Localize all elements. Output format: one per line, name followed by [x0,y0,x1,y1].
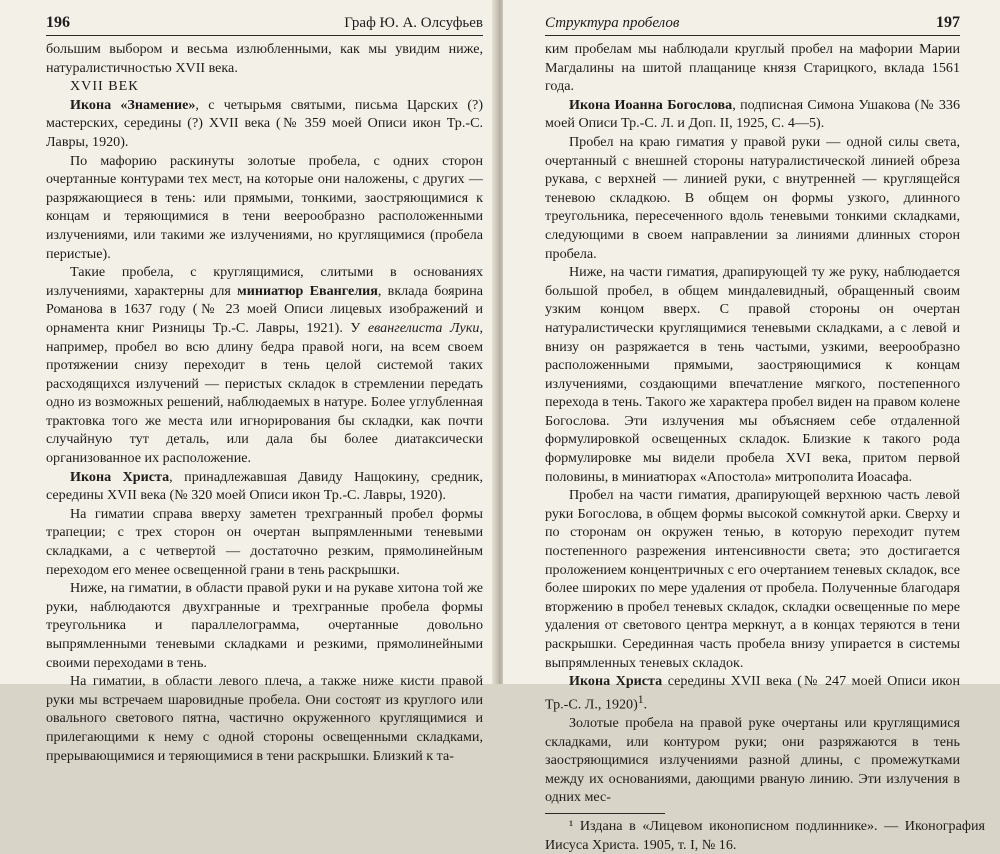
icon-title: Икона Христа [569,673,663,690]
paragraph: На гиматии справа вверху заметен трехгранный пробел формы трапеции; с трех сторон он очертан выпрямленными теневыми складками, а с четвертой — достаточно резким, прямолинейным переходом его менее освещенной грани в тень раскрышки. [46,505,483,578]
running-title-right: Структура пробелов [545,15,680,31]
footnote-rule [545,813,985,854]
running-head-left [46,14,483,36]
bold-term: миниатюр Евангелия [237,282,378,299]
footnote-marker: 1 [637,692,644,706]
paragraph: По мафорию раскинуты золотые пробела, с одних сторон очертанные контурами тех мест, на которые они наложены, с других — разряжающиеся в тень: или прямыми, тонкими, заостряющимися к концам и теряющимися в тени веерообразно расположенными излучениями, или такими же излучениями, но круглящимися (пробела перистые). [46,152,483,262]
paragraph-text: , с четырьмя святыми, письма Царских (?) мастерских, середины (?) XVII века (№ 359 моей Описи икон Тр.-С. Лавры, 1920). [46,96,484,150]
paragraph: Золотые пробела на правой руке очертаны или круглящимися складками, или контуром руки; они разряжаются в тень заостряющимися излучениями разной длины, с промежутками между их основаниями, дающими рваную линию. Эти излучения в одних мес- [545,715,960,806]
icon-title: Икона Христа [70,468,170,485]
paragraph: Пробел на краю гиматия у правой руки — одной силы света, очертанный с внешней стороны натуралистической линией обреза рукава, с верхней — линией руки, с внутренней — круглящейся теневою складкою. В общем он формы узкого, длинного треугольника, пересеченного вдоль теневыми тонкими складками, следующими в своем направлении за линиями длинных сторон пробела. [545,133,960,262]
paragraph-text: середины XVII века (№ 247 моей Описи икон Тр.-С. Л., 1920) [545,673,960,713]
paragraph: На гиматии, в области левого плеча, а также ниже кисти правой руки мы встречаем шаровидные пробела. Они состоят из круглого или овального светового пятна, частично окруженного круглящимися и прилегающими к нему с одной стороны освещенными складками, прерывающимися и теряющимися в тени раскрышки. Близкий к та- [46,673,483,764]
left-page-text [46,40,483,765]
right-page-text [545,40,985,854]
right-page [503,0,1000,853]
paragraph-text: , подписная Симона Ушакова (№ 336 моей Описи Тр.-С. Л. и Доп. II, 1925, С. 4—5). [545,96,960,132]
footnote: ¹ Издана в «Лицевом иконописном подлиннике». — Иконография Иисуса Христа. 1905, т. I, № 16. [545,818,985,853]
running-head-right [545,14,960,36]
paragraph-text: , например, пробел во всю длину бедра правой ноги, на всем своем протяжении снизу переходит в тень целой системой таких расходящихся излучений — перистых складок в стремлении передать одно из возможных решений, наблюдаемых в натуре. Более углубленная трактовка того же места или игнорирования бы складки, как почти случайную тут деталь, или дала бы более диатаксически организованное их расположение. [46,319,483,467]
italic-term: евангелиста Луки [367,319,480,336]
icon-title: Икона Иоанна Богослова [569,96,733,113]
left-page [0,0,497,764]
section-heading: XVII ВЕК [70,78,139,95]
paragraph: Ниже, на части гиматия, драпирующей ту же руку, наблюдается большой пробел, в общем миндалевидный, обращенный своим узким концом вверх. С правой стороны он очертан натуралистически круглящимися теневыми складками, а с левой и внизу он разряжается в тень частыми, узкими, веерообразно расположенными прямыми, заостряющимися к концам излучениями, создающими впечатление мягкого, постепенного перехода в тень. Такого же характера пробел виден на правом колене Богослова. Эти излучения мы объясняем себе отдаленной формулировкой освещенных складок. Близкие к такого рода формулировке мы видели пробела XVI века, притом первой половины, в миниатюрах «Апостола» митрополита Иоасафа. [545,264,960,485]
paragraph-text: . [643,696,648,713]
paragraph: Ниже, на гиматии, в области правой руки и на рукаве хитона той же руки, наблюдаются двухгранные и трехгранные пробела формы треугольника и параллелограмма, очертанные довольно выпрямленными теневыми складками и резкими, прямолинейными своими переходами в тень. [46,580,483,671]
paragraph-icon-title [545,672,960,714]
paragraph-text: , вклада боярина Романова в 1637 году (№ 23 моей Описи лицевых изображений и орнамента книг Ризницы Тр.-С. Лавры, 1921). У [46,282,483,336]
paragraph-text: , принадлежавшая Давиду Нащокину, средник, середины XVII века (№ 320 моей Описи икон Тр.-С. Лавры, 1920). [46,468,484,504]
running-title-left: Граф Ю. А. Олсуфьев [344,15,483,31]
paragraph-icon-title [46,96,483,152]
paragraph-icon-title [545,96,960,133]
page-number-right: 197 [936,14,960,31]
paragraph-icon-title [46,468,483,505]
paragraph-text: Такие пробела, с круглящимися, слитыми в основаниях излучениями, характерны для [46,264,483,299]
paragraph: большим выбором и весьма излюбленными, как мы увидим ниже, натуралистичностью XVII века. [46,41,483,76]
paragraph [46,263,483,468]
paragraph: Пробел на части гиматия, драпирующей верхнюю часть левой руки Богослова, в общем формы высокой сомкнутой арки. Сверху и по сторонам он окружен тенью, в которую переходит путем постепенного разрежения интенсивности света; это достигается проложением концентричных с его очертанием теневых складок, все более широких по мере удаления от пробела. Полученные благодаря вторжению в пробел теневых складок, складки освещенные по мере удаления от светового центра меркнут, а в концах теряются в тени раскрышки. Серединная часть пробела внизу упирается в системы выпрямленных теневых складок. [545,487,960,671]
page-number-left: 196 [46,14,70,31]
icon-title: Икона «Знамение» [70,96,196,113]
paragraph: ким пробелам мы наблюдали круглый пробел на мафории Марии Магдалины на шитой плащанице князя Старицкого, вклада 1561 года. [545,41,960,95]
